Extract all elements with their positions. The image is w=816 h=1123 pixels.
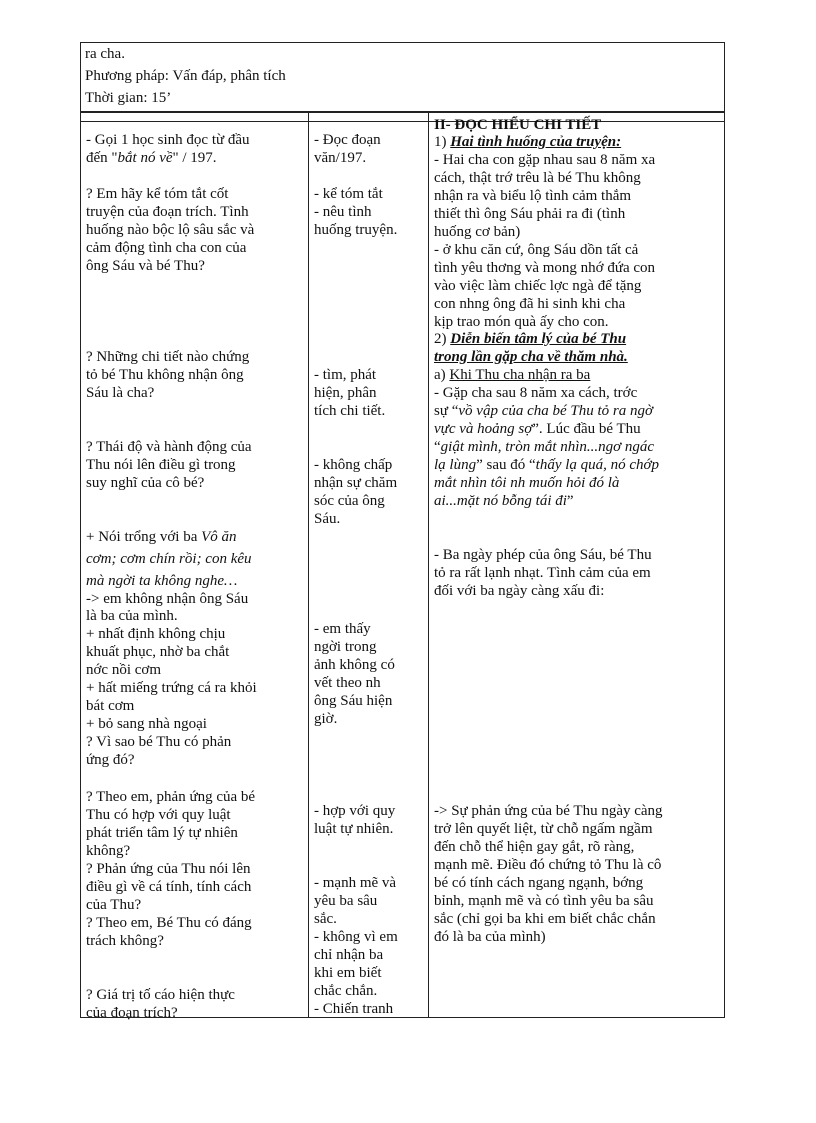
col1-line: ? Theo em, phản ứng của bé	[86, 789, 256, 805]
col3-line: vực và hoảng sợ”. Lúc đầu bé Thu	[434, 421, 641, 437]
col3-line: tỏ ra rất lạnh nhạt. Tình cảm của em	[434, 565, 651, 581]
col2-line: - em thấy	[314, 621, 371, 637]
col1-line: bát cơm	[86, 698, 135, 714]
col3-line: - Ba ngày phép của ông Sáu, bé Thu	[434, 547, 652, 563]
col1-line: + Nói trổng với ba Vô ăn	[86, 529, 237, 545]
col2-line: ảnh không có	[314, 657, 395, 673]
col2-line: - hợp với quy	[314, 803, 396, 819]
col3-line: bé có tính cách ngang ngạnh, bớng	[434, 875, 644, 891]
col3-line: trong lần gặp cha về thăm nhà.	[434, 349, 628, 365]
col2-line: khi em biết	[314, 965, 382, 981]
col3-line: bỉnh, mạnh mẽ và có tình yêu ba sâu	[434, 893, 654, 909]
table-top-rule	[81, 121, 724, 122]
col1-line: của Thu?	[86, 897, 142, 913]
col3-line: sắc (chỉ gọi ba khi em biết chắc chắn	[434, 911, 656, 927]
column-divider-1	[308, 113, 309, 1017]
col3-line: a) Khi Thu cha nhận ra ba	[434, 367, 591, 383]
col3-line: đó là ba của mình)	[434, 929, 546, 945]
col2-line: vết theo nh	[314, 675, 381, 691]
col2-line: huống truyện.	[314, 222, 398, 238]
col2-line: - không vì em	[314, 929, 398, 945]
col1-line: ? Thái độ và hành động của	[86, 439, 252, 455]
col3-line: kịp trao món quà ấy cho con.	[434, 314, 609, 330]
col2-line: - tìm, phát	[314, 367, 377, 383]
col2-line: ông Sáu hiện	[314, 693, 393, 709]
col1-line: ? Giá trị tố cáo hiện thực	[86, 987, 235, 1003]
col1-line: + hất miếng trứng cá ra khỏi	[86, 680, 257, 696]
col3-line: nhận ra và biểu lộ tình cảm thắm	[434, 188, 632, 204]
col1-line: Thu nói lên điều gì trong	[86, 457, 236, 473]
col2-line: nhận sự chăm	[314, 475, 398, 491]
col1-line: nớc nồi cơm	[86, 662, 162, 678]
col2-line: - kể tóm tắt	[314, 186, 383, 202]
col1-line: mà ngời ta không nghe…	[86, 573, 238, 589]
col3-line: huống cơ bản)	[434, 224, 521, 240]
col3-line: - Hai cha con gặp nhau sau 8 năm xa	[434, 152, 656, 168]
col1-line: cơm; cơm chín rồi; con kêu	[86, 551, 252, 567]
col1-line: - Gọi 1 học sinh đọc từ đầu	[86, 132, 250, 148]
col2-line: văn/197.	[314, 150, 367, 166]
col2-line: luật tự nhiên.	[314, 821, 394, 837]
col1-line: suy nghĩ của cô bé?	[86, 475, 205, 491]
col1-line: phát triển tâm lý tự nhiên	[86, 825, 238, 841]
col1-line: ông Sáu và bé Thu?	[86, 258, 205, 274]
header-method: Phương pháp: Vấn đáp, phân tích	[85, 68, 286, 84]
col2-line: ngời trong	[314, 639, 377, 655]
col2-line: Sáu.	[314, 511, 341, 527]
col1-line: của đoạn trích?	[86, 1005, 178, 1021]
col3-line: thiết thì ông Sáu phải ra đi (tình	[434, 206, 626, 222]
col1-line: trách không?	[86, 933, 164, 949]
col1-line: khuất phục, nhờ ba chắt	[86, 644, 230, 660]
col1-line: ? Theo em, Bé Thu có đáng	[86, 915, 252, 931]
col2-line: sắc.	[314, 911, 337, 927]
col2-line: - Chiến tranh	[314, 1001, 394, 1017]
col2-line: - nêu tình	[314, 204, 372, 220]
col1-line: điều gì về cá tính, tính cách	[86, 879, 252, 895]
col2-line: sóc của ông	[314, 493, 385, 509]
col1-line: ? Vì sao bé Thu có phản	[86, 734, 232, 750]
col3-line: -> Sự phản ứng của bé Thu ngày càng	[434, 803, 663, 819]
col1-line: không?	[86, 843, 131, 859]
col1-line: cảm động tình cha con của	[86, 240, 247, 256]
col1-line: Thu có hợp với quy luật	[86, 807, 231, 823]
col3-line: lạ lùng” sau đó “thấy lạ quá, nó chớp	[434, 457, 660, 473]
col3-line: ai...mặt nó bỗng tái đi”	[434, 493, 574, 509]
col2-line: hiện, phân	[314, 385, 377, 401]
col1-line: huống nào bộc lộ sâu sắc và	[86, 222, 255, 238]
col3-line: đến chỗ thể hiện gay gắt, rõ ràng,	[434, 839, 635, 855]
col1-line: + bỏ sang nhà ngoại	[86, 716, 207, 732]
col1-line: tỏ bé Thu không nhận ông	[86, 367, 244, 383]
header-time: Thời gian: 15’	[85, 90, 172, 106]
col3-line: đối với ba ngày càng xấu đi:	[434, 583, 605, 599]
col3-line: vào việc làm chiếc lợc ngà để tặng	[434, 278, 642, 294]
section-heading: II- ĐỌC HIỂU CHI TIẾT	[434, 117, 602, 133]
col1-line: + nhất định không chịu	[86, 626, 226, 642]
col1-line: -> em không nhận ông Sáu	[86, 591, 249, 607]
col3-line: cách, thật trớ trêu là bé Thu không	[434, 170, 641, 186]
col2-line: - mạnh mẽ và	[314, 875, 397, 891]
col3-line: mắt nhìn tôi nh muốn hỏi đó là	[434, 475, 620, 491]
col2-line: chắc chắn.	[314, 983, 378, 999]
col2-line: chỉ nhận ba	[314, 947, 384, 963]
col3-line: tình yêu thơng và mong nhớ đứa con	[434, 260, 656, 276]
col1-line: ? Em hãy kể tóm tắt cốt	[86, 186, 229, 202]
col1-line: truyện của đoạn trích. Tình	[86, 204, 249, 220]
lesson-table	[80, 112, 725, 1021]
col1-line: ? Những chi tiết nào chứng	[86, 349, 250, 365]
col3-line: - ở khu căn cứ, ông Sáu dồn tất cả	[434, 242, 639, 258]
col1-line: ? Phản ứng của Thu nói lên	[86, 861, 251, 877]
col2-line: - Đọc đoạn	[314, 132, 381, 148]
column-divider-2	[428, 113, 429, 1017]
col2-line: yêu ba sâu	[314, 893, 378, 909]
col3-line: 2) Diễn biến tâm lý của bé Thu	[434, 331, 627, 347]
col3-line: sự “vồ vập của cha bé Thu tỏ ra ngờ	[434, 403, 654, 419]
col3-line: trở lên quyết liệt, từ chỗ ngấm ngầm	[434, 821, 653, 837]
col2-line: - không chấp	[314, 457, 393, 473]
col1-line: ứng đó?	[86, 752, 135, 768]
col3-line: 1) Hai tình huống của truyện:	[434, 134, 622, 150]
col1-line: Sáu là cha?	[86, 385, 155, 401]
col2-line: giờ.	[314, 711, 338, 727]
col3-line: “giật mình, tròn mắt nhìn...ngơ ngác	[434, 439, 655, 455]
col3-line: - Gặp cha sau 8 năm xa cách, trớc	[434, 385, 638, 401]
col1-line: là ba của mình.	[86, 608, 178, 624]
col1-line: đến "bắt nó về" / 197.	[86, 150, 217, 166]
header-box	[80, 42, 725, 112]
col3-line: mạnh mẽ. Điều đó chứng tỏ Thu là cô	[434, 857, 662, 873]
header-line-1: ra cha.	[85, 46, 125, 62]
col3-line: con nhng ông đã hi sinh khi cha	[434, 296, 626, 312]
col2-line: tích chi tiết.	[314, 403, 386, 419]
